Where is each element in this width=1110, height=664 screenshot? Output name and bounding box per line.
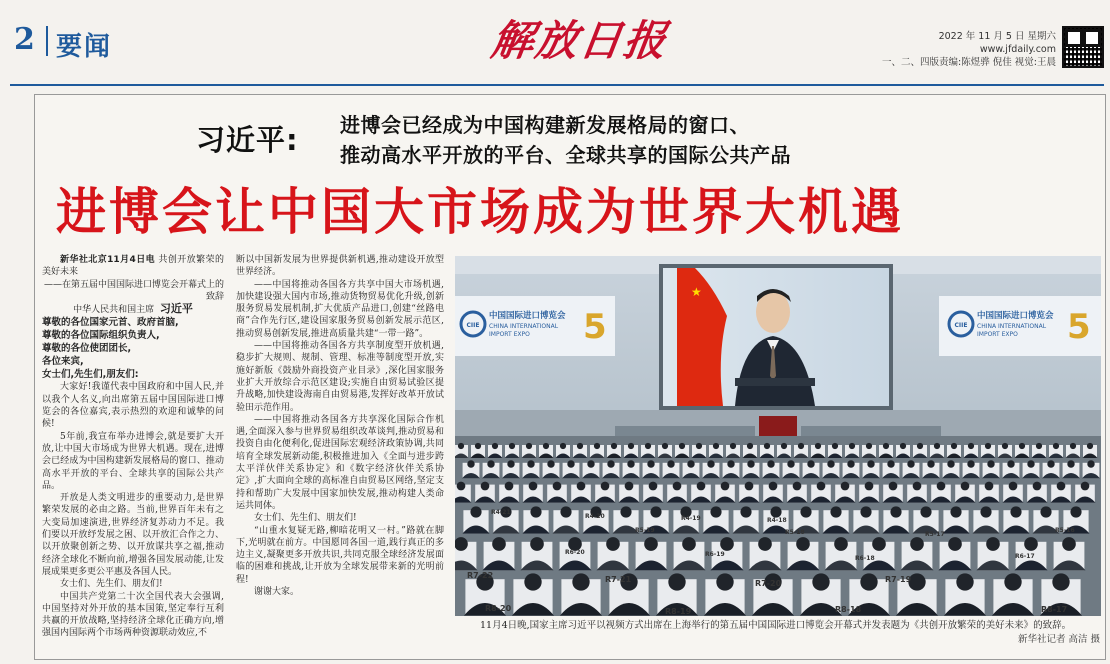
attendee-head xyxy=(817,482,826,491)
svg-text:IMPORT EXPO: IMPORT EXPO xyxy=(977,331,1018,338)
attendee-head xyxy=(594,443,600,449)
attendee-head xyxy=(530,537,544,551)
seat-label: R4-21 xyxy=(491,509,511,516)
seat-label: R6-17 xyxy=(1015,553,1035,560)
attendee-head xyxy=(710,506,721,517)
attendee-head xyxy=(458,443,464,449)
attendee-head xyxy=(1010,506,1021,517)
attendee-head xyxy=(1007,460,1014,467)
attendee-head xyxy=(867,460,874,467)
paragraph: ——中国将推动各国各方共享制度型开放机遇,稳步扩大规则、规制、管理、标准等制度型开放,实施好新版《鼓励外商投资产业目录》,深化国家服务业扩大开放综合示范区建设;实施自由贸易试验区提升战略,加快建设海南自由贸易港,发挥好改革开放试验田示范作用。 xyxy=(236,341,444,413)
attendee-head xyxy=(1081,482,1090,491)
svg-text:CIIE: CIIE xyxy=(954,322,968,329)
attendee-head xyxy=(934,443,940,449)
paragraph: 大家好!我谨代表中国政府和中国人民,并以我个人名义,向出席第五届中国国际进口博览会的各位嘉宾,表示热烈的欢迎和诚挚的问候! xyxy=(42,382,224,430)
paragraph: 5年前,我宣布举办进博会,就是要扩大开放,让中国大市场成为世界大机遇。现在,进博会已经成为中国构建新发展格局的窗口、推动高水平开放的平台、全球共享的国际公共产品。 xyxy=(42,431,224,491)
attendee-head xyxy=(697,482,706,491)
kicker xyxy=(340,110,791,170)
svg-text:5: 5 xyxy=(1067,307,1091,347)
attendee-head xyxy=(1027,460,1034,467)
masthead-rule xyxy=(10,84,1104,86)
paragraph: 开放是人类文明进步的重要动力,是世界繁荣发展的必由之路。当前,世界百年未有之大变局加速演进,世界经济复苏动力不足。我们要以开放纾发展之困、以开放汇合作之力、以开放聚创新之势、以开放谋共享之福,推动经济全球化不断向前,增强各国发展动能,让发展成果更多更公平惠及各国人民。 xyxy=(42,493,224,577)
attendee-head xyxy=(682,537,696,551)
attendee-head xyxy=(1024,537,1038,551)
attendee-head xyxy=(812,573,829,590)
attendee-head xyxy=(917,443,923,449)
attendee-head xyxy=(860,506,871,517)
paragraph: 断以中国新发展为世界提供新机遇,推动建设开放型世界经济。 xyxy=(236,255,444,278)
attendee-head xyxy=(667,460,674,467)
attendee-head xyxy=(1040,506,1051,517)
expo-banner-right xyxy=(939,296,1101,356)
attendee-head xyxy=(866,443,872,449)
photo-illustration xyxy=(455,256,1101,616)
attendee-head xyxy=(834,537,848,551)
attendee-head xyxy=(740,506,751,517)
attendee-head xyxy=(951,443,957,449)
seat-label: R8-19 xyxy=(665,607,692,616)
paragraph: “山重水复疑无路,柳暗花明又一村。”路就在脚下,光明就在前方。中国愿同各国一道,践行真正的多边主义,凝聚更多开放共识,共同克服全球经济发展面临的困难和挑战,让开放为全球发展带来新的光明前程! xyxy=(236,525,444,585)
lead-paragraph xyxy=(42,254,224,279)
qr-code-icon xyxy=(1062,26,1104,68)
attendee-head xyxy=(769,482,778,491)
attendee-head xyxy=(662,443,668,449)
attendee-head xyxy=(927,460,934,467)
attendee-head xyxy=(487,460,494,467)
attendee-head xyxy=(509,443,515,449)
svg-text:CIIE: CIIE xyxy=(466,322,480,329)
attendee-head xyxy=(758,537,772,551)
attendee-head xyxy=(832,443,838,449)
attendee-head xyxy=(587,460,594,467)
newspaper-logo: 解放日报 xyxy=(488,16,672,65)
attendee-head xyxy=(713,443,719,449)
svg-text:CHINA INTERNATIONAL: CHINA INTERNATIONAL xyxy=(489,323,559,330)
speech-subtitle: ——在第五届中国国际进口博览会开幕式上的致辞 xyxy=(43,279,224,302)
seat-label: R8-18 xyxy=(835,605,862,614)
attendee-head xyxy=(956,573,973,590)
attendee-head xyxy=(798,443,804,449)
issue-meta xyxy=(882,30,1056,69)
attendee-head xyxy=(948,537,962,551)
attendee-head xyxy=(607,460,614,467)
attendee-head xyxy=(968,443,974,449)
attendee-head xyxy=(1019,443,1025,449)
byline-name: 习近平 xyxy=(159,302,193,316)
attendee-head xyxy=(707,460,714,467)
attendee-head xyxy=(987,460,994,467)
attendee-head xyxy=(764,443,770,449)
attendee-head xyxy=(547,460,554,467)
attendee-head xyxy=(787,460,794,467)
text-column-1 xyxy=(42,254,224,640)
kicker-line-2: 推动高水平开放的平台、全球共享的国际公共产品 xyxy=(340,143,791,167)
seat-label: R7-21 xyxy=(605,575,632,584)
attendee-head xyxy=(560,443,566,449)
attendee-head xyxy=(475,443,481,449)
attendee-head xyxy=(1062,537,1076,551)
paragraph: 谢谢大家。 xyxy=(254,587,300,598)
paragraph: 女士们、先生们、朋友们! xyxy=(254,513,357,524)
paragraph: 女士们、先生们、朋友们! xyxy=(60,579,163,590)
attendee-head xyxy=(1036,443,1042,449)
seat-label: R6-18 xyxy=(855,555,875,562)
attendee-head xyxy=(530,506,541,517)
attendee-head xyxy=(849,443,855,449)
attendee-head xyxy=(606,537,620,551)
attendee-head xyxy=(1002,443,1008,449)
svg-text:5: 5 xyxy=(583,307,607,347)
attendee-head xyxy=(815,443,821,449)
attendee-head xyxy=(860,573,877,590)
attendee-head xyxy=(628,443,634,449)
greeting-2: 尊敬的各位国际组织负责人, xyxy=(42,330,160,342)
attendee-head xyxy=(767,460,774,467)
expo-banner-left xyxy=(455,296,615,356)
attendee-head xyxy=(1004,573,1021,590)
attendee-head xyxy=(890,506,901,517)
attendee-head xyxy=(1047,460,1054,467)
seat-label: R8-20 xyxy=(485,604,512,613)
seat-label: R4-18 xyxy=(767,517,787,524)
attendee-head xyxy=(907,460,914,467)
attendee-head xyxy=(649,482,658,491)
attendee-head xyxy=(529,482,538,491)
greeting-3: 尊敬的各位使团团长, xyxy=(42,343,132,355)
attendee-head xyxy=(668,573,685,590)
seat-label: R5-16 xyxy=(1055,527,1075,534)
attendee-head xyxy=(1087,443,1093,449)
greeting-5: 女士们,先生们,朋友们: xyxy=(42,369,139,381)
seat-label: R6-19 xyxy=(705,551,725,558)
attendee-head xyxy=(827,460,834,467)
attendee-head xyxy=(747,443,753,449)
photo-caption: 11月4日晚,国家主席习近平以视频方式出席在上海举行的第五届中国国际进口博览会开幕式并发表题为《共创开放繁荣的美好未来》的致辞。 xyxy=(480,620,1072,631)
attendee-head xyxy=(727,460,734,467)
attendee-head xyxy=(524,573,541,590)
attendee-head xyxy=(841,482,850,491)
seat-label: R7-20 xyxy=(755,579,782,588)
attendee-head xyxy=(730,443,736,449)
issue-date: 2022 年 11 月 5 日 星期六 xyxy=(938,31,1056,42)
attendee-head xyxy=(553,482,562,491)
svg-text:中国国际进口博览会: 中国国际进口博览会 xyxy=(977,311,1054,321)
speech-title: 共创开放繁荣的美好未来 xyxy=(42,255,224,278)
attendee-head xyxy=(847,460,854,467)
attendee-head xyxy=(611,443,617,449)
masthead xyxy=(0,0,1110,84)
attendee-head xyxy=(745,482,754,491)
seat-label: R7-22 xyxy=(467,571,494,580)
flag-star-icon: ★ xyxy=(691,285,702,299)
attendee-head xyxy=(543,443,549,449)
svg-text:CHINA INTERNATIONAL: CHINA INTERNATIONAL xyxy=(977,323,1047,330)
page-separator xyxy=(46,26,48,56)
attendee-head xyxy=(492,443,498,449)
attendee-head xyxy=(910,537,924,551)
seat-label: R8-17 xyxy=(1041,605,1068,614)
attendee-head xyxy=(720,537,734,551)
attendee-head xyxy=(470,506,481,517)
attendee-head xyxy=(687,460,694,467)
greeting-1: 尊敬的各位国家元首、政府首脑, xyxy=(42,317,179,329)
attendee-head xyxy=(937,482,946,491)
attendee-head xyxy=(800,506,811,517)
attendee-head xyxy=(1052,573,1069,590)
attendee-head xyxy=(572,573,589,590)
paragraph: ——中国将推动各国各方共享深化国际合作机遇,全面深入参与世界贸易组织改革谈判,推动贸易和投资自由化便利化,促进国际宏观经济政策协调,共同培育全球发展新动能,积极推进加入《全面与进步跨太平洋伙伴关系协定》和《数字经济伙伴关系协定》,扩大面向全球的高标准自由贸易区网络,坚定支持和帮助广大发展中国家加快发展,推动构建人类命运共同体。 xyxy=(236,414,444,511)
attendee-head xyxy=(467,460,474,467)
seat-label: R7-19 xyxy=(885,575,912,584)
attendee-head xyxy=(625,482,634,491)
byline xyxy=(42,303,224,316)
attendee-head xyxy=(481,482,490,491)
attendee-head xyxy=(796,537,810,551)
attendee-head xyxy=(986,537,1000,551)
svg-text:IMPORT EXPO: IMPORT EXPO xyxy=(489,331,530,338)
attendee-head xyxy=(1087,460,1094,467)
attendee-head xyxy=(865,482,874,491)
attendee-head xyxy=(716,573,733,590)
attendee-head xyxy=(645,443,651,449)
attendee-head xyxy=(889,482,898,491)
seat-label: R5-18 xyxy=(785,529,805,536)
attendee-head xyxy=(1033,482,1042,491)
attendee-head xyxy=(620,506,631,517)
page-number: 2 xyxy=(14,22,35,57)
attendee-head xyxy=(577,482,586,491)
attendee-head xyxy=(1067,460,1074,467)
svg-text:中国国际进口博览会: 中国国际进口博览会 xyxy=(489,311,566,321)
seat-label: R6-20 xyxy=(565,549,585,556)
attendee-head xyxy=(950,506,961,517)
paragraph: ——中国将推动各国各方共享中国大市场机遇,加快建设强大国内市场,推动货物贸易优化升级,创新服务贸易发展机制,扩大优质产品进口,创建“丝路电商”合作先行区,建设国家服务贸易创新发展示范区,推动贸易创新发展,推进高质量共建“一带一路”。 xyxy=(236,279,444,339)
attendee-head xyxy=(980,506,991,517)
speaker-label: 习近平: xyxy=(196,123,299,157)
attendee-head xyxy=(883,443,889,449)
attendee-head xyxy=(900,443,906,449)
attendee-head xyxy=(872,537,886,551)
news-photo xyxy=(455,256,1101,616)
attendee-head xyxy=(650,506,661,517)
attendee-head xyxy=(492,537,506,551)
seat-label: R5-17 xyxy=(925,531,945,538)
attendee-head xyxy=(526,443,532,449)
kicker-line-1: 进博会已经成为中国构建新发展格局的窗口、 xyxy=(340,113,750,137)
attendee-head xyxy=(1070,506,1081,517)
attendee-head xyxy=(770,506,781,517)
paragraph: 中国共产党第二十次全国代表大会强调,中国坚持对外开放的基本国策,坚定奉行互利共赢的开放战略,坚持经济全球化正确方向,增强国内国际两个市场两种资源联动效应,不 xyxy=(42,591,224,639)
attendee-head xyxy=(887,460,894,467)
attendee-head xyxy=(577,443,583,449)
attendee-head xyxy=(781,443,787,449)
section-title: 要闻 xyxy=(56,32,113,62)
attendee-head xyxy=(913,482,922,491)
attendee-head xyxy=(505,482,514,491)
photo-credit: 新华社记者 高洁 摄 xyxy=(1017,634,1100,645)
text-column-2 xyxy=(236,254,444,598)
attendee-head xyxy=(627,460,634,467)
attendee-head xyxy=(673,482,682,491)
video-screen xyxy=(659,264,893,410)
attendee-head xyxy=(1057,482,1066,491)
attendee-head xyxy=(830,506,841,517)
attendee-head xyxy=(721,482,730,491)
attendee-head xyxy=(793,482,802,491)
attendee-head xyxy=(807,460,814,467)
attendee-head xyxy=(679,443,685,449)
attendee-head xyxy=(1053,443,1059,449)
seat-label: R4-19 xyxy=(681,515,701,522)
attendee-head xyxy=(967,460,974,467)
website-link[interactable]: www.jfdaily.com xyxy=(979,44,1056,55)
attendee-head xyxy=(507,460,514,467)
attendee-head xyxy=(985,443,991,449)
seat-label: R4-20 xyxy=(585,513,605,520)
dateline: 新华社北京11月4日电 xyxy=(60,255,156,265)
headline: 进博会让中国大市场成为世界大机遇 xyxy=(56,183,904,241)
attendee-head xyxy=(644,537,658,551)
byline-prefix: 中华人民共和国主席 xyxy=(73,305,155,316)
attendee-head xyxy=(1070,443,1076,449)
attendee-head xyxy=(647,460,654,467)
attendee-head xyxy=(696,443,702,449)
attendee-head xyxy=(560,506,571,517)
attendee-head xyxy=(985,482,994,491)
attendee-head xyxy=(920,506,931,517)
attendee-head xyxy=(527,460,534,467)
attendee-head xyxy=(947,460,954,467)
attendee-head xyxy=(1009,482,1018,491)
editors-line: 一、二、四版责编:陈煜骅 倪佳 视觉:王晨 xyxy=(882,57,1056,68)
seat-label: R5-19 xyxy=(635,527,655,534)
greeting-4: 各位来宾, xyxy=(42,356,84,368)
attendee-head xyxy=(961,482,970,491)
attendee-head xyxy=(457,482,466,491)
attendee-head xyxy=(747,460,754,467)
attendee-head xyxy=(567,460,574,467)
attendee-head xyxy=(601,482,610,491)
